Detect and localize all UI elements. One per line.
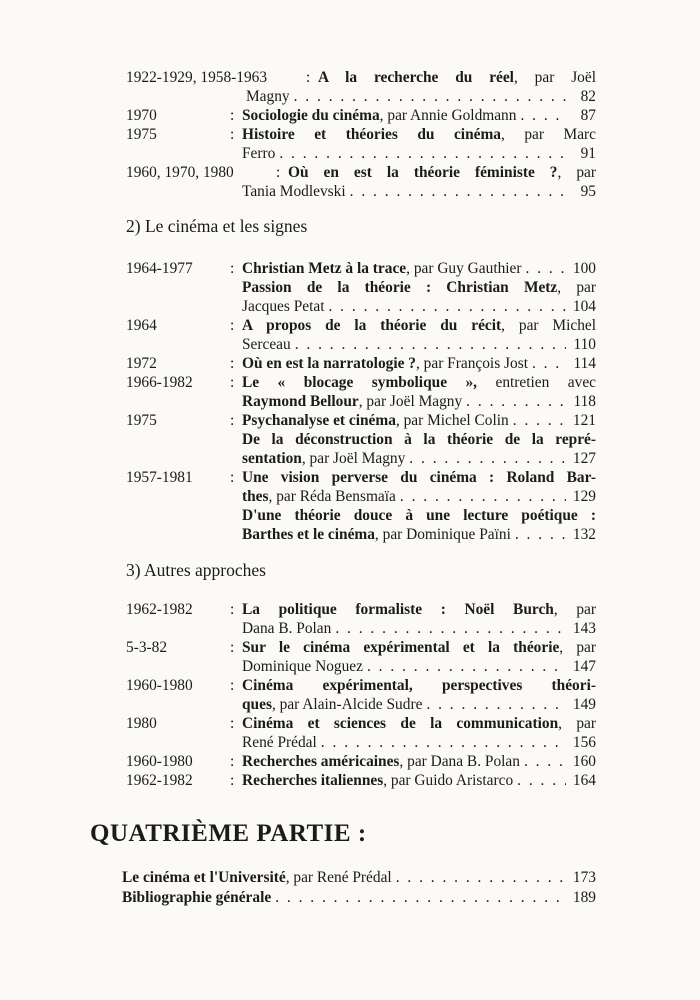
toc-entry: [122, 868, 596, 888]
entry-page: 110: [573, 336, 596, 353]
entry-date: [126, 430, 230, 468]
leader-dots: [522, 259, 566, 278]
toc-entry: 1964-1977 : Christian Metz à la trace, par Guy Gauthier . . . 100: [126, 259, 596, 278]
entry-date: 1957-1981: [126, 469, 193, 486]
toc-entry: De la déconstruction à la théorie de la repré- sentation, par Joël Magny . . . 127: [126, 430, 596, 468]
entry-title: Le cinéma et l'Université: [122, 869, 286, 886]
entry-date: 1964: [126, 317, 157, 334]
entry-date: 1975: [126, 412, 157, 429]
entry-date: 1972: [126, 355, 157, 372]
entry-date: 1960-1980: [126, 753, 193, 770]
section-heading-3: 3) Autres approches: [126, 560, 266, 580]
entry-title: Recherches américaines: [242, 753, 400, 770]
entry-date: 1964-1977: [126, 260, 193, 277]
entry-title: Cinéma et sciences de la communication: [242, 715, 559, 732]
entry-date: 1960, 1970, 1980: [126, 164, 234, 181]
toc-entry: 1960, 1970, 1980 : Où en est la théorie féministe ?, par Tania Modlevski . . . 95: [126, 163, 596, 201]
entry-author: , par Dana B. Polan: [399, 753, 520, 770]
entry-page: 121: [572, 412, 596, 429]
toc-entry: 1960-1980 : Recherches américaines, par Dana B. Polan . . . 160: [126, 752, 596, 771]
toc-entry: [122, 888, 596, 908]
leader-dots: [317, 733, 566, 752]
entry-page: 91: [580, 145, 596, 162]
entry-title: Sur le cinéma expérimental et la théorie: [242, 639, 560, 656]
leader-dots: [346, 182, 566, 201]
entry-title: Où en est la théorie féministe ?: [288, 164, 558, 181]
leader-dots: [290, 87, 566, 106]
section-heading-2: 2) Le cinéma et les signes: [126, 216, 308, 236]
entry-page: 160: [572, 753, 596, 770]
entry-title: Histoire et théories du cinéma: [242, 126, 501, 143]
leader-dots: [405, 449, 566, 468]
entry-page: 147: [572, 658, 596, 675]
entry-date: [126, 278, 230, 316]
toc-entry: 1960-1980 : Cinéma expérimental, perspectives théori- ques, par Alain-Alcide Sudre . . . 149: [126, 676, 596, 714]
entry-title: A la recherche du réel: [318, 69, 514, 86]
entry-date: [126, 506, 230, 544]
toc-entry: 1972 : Où en est la narratologie ?, par François Jost . . . 114: [126, 354, 596, 373]
entry-date: 1980: [126, 715, 157, 732]
toc-entry: 1962-1982 : La politique formaliste : Noël Burch, par Dana B. Polan . . . 143: [126, 600, 596, 638]
entry-date: 1966-1982: [126, 374, 193, 391]
leader-dots: [528, 354, 566, 373]
toc-entry: 1975 : Psychanalyse et cinéma, par Michel Colin . . . 121: [126, 411, 596, 430]
leader-dots: [392, 868, 566, 888]
entry-page: 164: [572, 772, 596, 789]
leader-dots: [462, 392, 566, 411]
entry-date: 5-3-82: [126, 639, 168, 656]
entry-page: 127: [572, 450, 596, 467]
toc-entry: 1966-1982 : Le « blocage symbolique », entretien avec Raymond Bellour, par Joël Magny . . . 118: [126, 373, 596, 411]
entry-author: , par Michel Colin: [395, 412, 509, 429]
toc-entry: 1980 : Cinéma et sciences de la communication, par René Prédal . . . 156: [126, 714, 596, 752]
entry-date: 1962-1982: [126, 601, 193, 618]
toc-entry: 1957-1981 : Une vision perverse du cinéma : Roland Bar- thes, par Réda Bensmaïa . . . 129: [126, 468, 596, 506]
entry-title: Sociologie du cinéma: [242, 107, 380, 124]
entry-date: 1960-1980: [126, 677, 193, 694]
leader-dots: [271, 888, 566, 908]
leader-dots: [513, 771, 566, 790]
leader-dots: [520, 752, 566, 771]
toc-entry: [126, 68, 596, 106]
entry-date: 1970: [126, 107, 157, 124]
leader-dots: [331, 619, 566, 638]
entry-author: , par François Jost: [415, 355, 528, 372]
toc-entry: 1964 : A propos de la théorie du récit, par Michel Serceau . . . 110: [126, 316, 596, 354]
toc-group-3: [126, 600, 596, 790]
entry-page: 114: [573, 355, 596, 372]
entry-author: , par Annie Goldmann: [379, 107, 517, 124]
entry-title: A propos de la théorie du récit: [242, 317, 502, 334]
leader-dots: [422, 695, 566, 714]
leader-dots: [291, 335, 566, 354]
leader-dots: [516, 106, 566, 125]
leader-dots: [275, 144, 566, 163]
entry-date: 1975: [126, 126, 157, 143]
entry-page: 100: [572, 260, 596, 277]
entry-page: 156: [572, 734, 596, 751]
toc-entry: D'une théorie douce à une lecture poétique : Barthes et le cinéma, par Dominique Païni . . . 132: [126, 506, 596, 544]
entry-title: Bibliographie générale: [122, 889, 272, 906]
toc-entry: 5-3-82 : Sur le cinéma expérimental et la théorie, par Dominique Noguez . . . 147: [126, 638, 596, 676]
entry-title-line: A la recherche du réel, par Joël: [318, 69, 596, 86]
entry-page: 87: [580, 107, 596, 124]
toc-entry: Passion de la théorie : Christian Metz, par Jacques Petat . . . 104: [126, 278, 596, 316]
entry-page: 189: [572, 889, 596, 906]
entry-page: 149: [572, 696, 596, 713]
entry-title: Recherches italiennes: [242, 772, 384, 789]
entry-author: , par Guy Gauthier: [406, 260, 522, 277]
leader-dots: [324, 297, 566, 316]
leader-dots: [509, 411, 566, 430]
entry-page: 173: [572, 869, 596, 886]
entry-author: , par Guido Aristarco: [383, 772, 514, 789]
entry-page: 143: [572, 620, 596, 637]
entry-title: Passion de la théorie : Christian Metz: [242, 279, 558, 296]
entry-page: 132: [572, 526, 596, 543]
leader-dots: [511, 525, 566, 544]
leader-dots: [363, 657, 566, 676]
entry-page: 95: [580, 183, 596, 200]
entry-page: 82: [580, 88, 596, 105]
toc-group-2: [126, 259, 596, 544]
entry-page: 118: [573, 393, 596, 410]
entry-date: 1922-1929, 1958-1963: [126, 69, 268, 86]
entry-page: 129: [572, 488, 596, 505]
toc-final: [122, 868, 596, 908]
entry-date: 1962-1982: [126, 772, 193, 789]
entry-title: Psychanalyse et cinéma: [242, 412, 396, 429]
part-heading: QUATRIÈME PARTIE :: [90, 820, 367, 847]
toc-group-1: [126, 68, 596, 201]
leader-dots: [396, 487, 566, 506]
entry-author-tail: Magny: [246, 88, 290, 105]
entry-title: Où en est la narratologie ?: [242, 355, 416, 372]
toc-entry: 1962-1982 : Recherches italiennes, par Guido Aristarco . . . 164: [126, 771, 596, 790]
toc-entry: 1975 : Histoire et théories du cinéma, par Marc Ferro . . . 91: [126, 125, 596, 163]
entry-title: Christian Metz à la trace: [242, 260, 407, 277]
entry-page: 104: [572, 298, 596, 315]
entry-author: , par René Prédal: [285, 869, 392, 886]
toc-entry: 1970 : Sociologie du cinéma, par Annie Goldmann . . . 87: [126, 106, 596, 125]
entry-colon: :: [306, 69, 311, 86]
entry-title: La politique formaliste : Noël Burch: [242, 601, 554, 618]
